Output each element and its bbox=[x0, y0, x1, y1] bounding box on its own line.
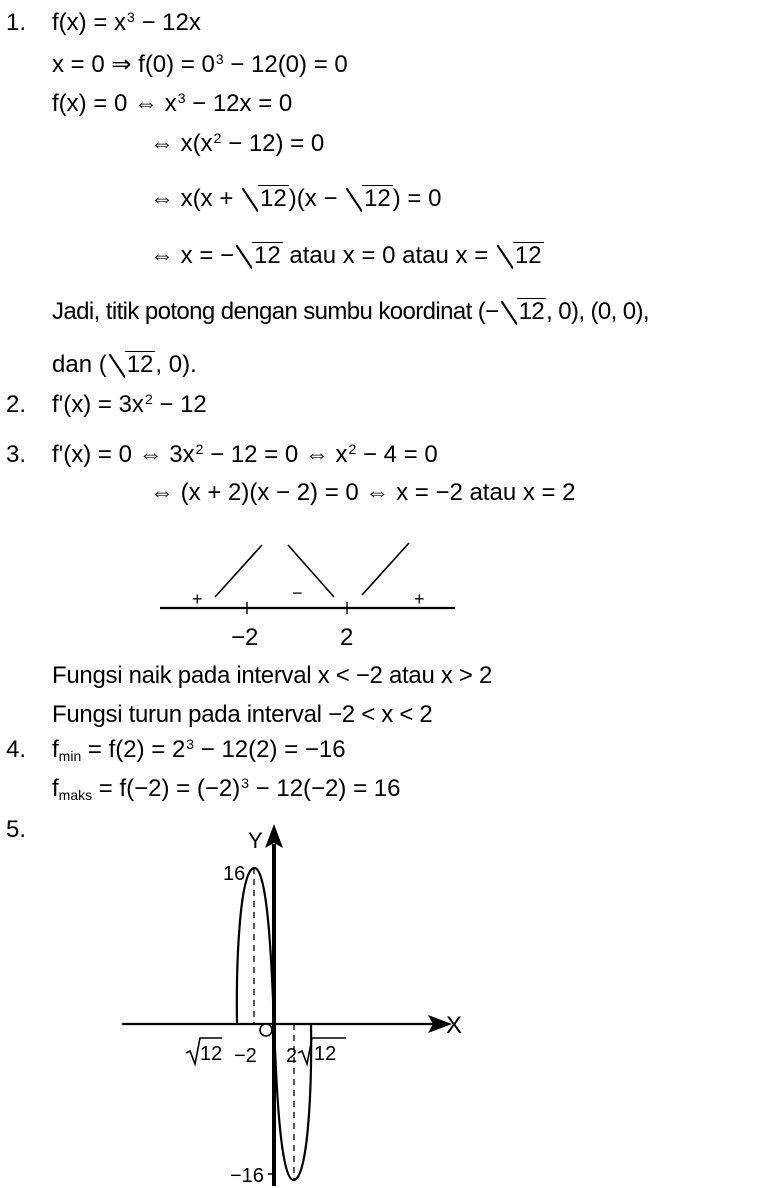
sqrt bbox=[236, 241, 283, 271]
eq-text: − 4 = 0 bbox=[356, 441, 438, 468]
sign-plus-left: + bbox=[192, 589, 203, 609]
increasing-arrow-right bbox=[362, 543, 409, 595]
sqrt bbox=[497, 241, 544, 271]
sqrt bbox=[109, 350, 156, 380]
radicand: 12 bbox=[364, 185, 391, 212]
equation-line-1 bbox=[52, 8, 201, 38]
radicand: 12 bbox=[200, 1043, 223, 1065]
exponent: 2 bbox=[348, 441, 357, 457]
conclusion-line-1 bbox=[52, 297, 649, 327]
x-label-minus-sqrt12 bbox=[186, 1038, 222, 1065]
eq-text: f'(x) = 0 ⇔ 3x bbox=[52, 441, 195, 468]
eq-text: − 12(0) = 0 bbox=[223, 51, 348, 78]
item-number-5: 5. bbox=[6, 816, 27, 843]
radicand: 12 bbox=[514, 242, 542, 269]
item-number-3: 3. bbox=[6, 441, 27, 468]
eq-text: ⇔ x(x + bbox=[150, 185, 241, 212]
radicand: 12 bbox=[260, 185, 287, 212]
x-label-sqrt12 bbox=[298, 1038, 346, 1065]
eq-text: f bbox=[52, 736, 59, 763]
increasing-interval: Fungsi naik pada interval x < −2 atau x > 2 bbox=[52, 662, 493, 689]
origin-marker bbox=[260, 1024, 272, 1036]
radicand: 12 bbox=[314, 1043, 337, 1065]
eq-text: − 12 bbox=[152, 391, 207, 418]
radicand: 12 bbox=[518, 298, 545, 325]
eq-text: , 0), (0, 0), bbox=[546, 298, 649, 325]
eq-text: dan ( bbox=[52, 351, 107, 378]
stationary-line-1 bbox=[52, 440, 438, 470]
increasing-arrow-left bbox=[215, 545, 262, 597]
sign-minus: − bbox=[292, 583, 303, 603]
y-label-minus-16: −16 bbox=[230, 1165, 264, 1187]
eq-text: )(x − bbox=[288, 185, 345, 212]
eq-text: = f(−2) = (−2) bbox=[92, 775, 241, 802]
tick-label-minus-2: −2 bbox=[231, 624, 259, 651]
item-number-2: 2. bbox=[6, 391, 27, 418]
eq-text: − 12x bbox=[134, 9, 201, 36]
sign-diagram bbox=[150, 535, 470, 655]
sign-plus-right: + bbox=[414, 589, 425, 609]
radicand: 12 bbox=[126, 351, 154, 378]
subscript: maks bbox=[58, 787, 93, 803]
eq-text: ⇔ x = − bbox=[150, 242, 235, 269]
decreasing-interval: Fungsi turun pada interval −2 < x < 2 bbox=[52, 701, 433, 728]
x-label-2: 2 bbox=[286, 1045, 298, 1067]
x-label-minus-2: −2 bbox=[234, 1045, 257, 1067]
exponent: 3 bbox=[215, 51, 224, 67]
eq-text: ⇔ x(x bbox=[150, 130, 213, 157]
exponent: 2 bbox=[144, 391, 153, 407]
eq-text: − 12) = 0 bbox=[221, 130, 325, 157]
function-graph bbox=[110, 820, 480, 1188]
equation-line-4 bbox=[150, 129, 324, 159]
exponent: 2 bbox=[195, 441, 204, 457]
eq-text: atau x = 0 atau x = bbox=[282, 242, 495, 269]
eq-text: = f(2) = 2 bbox=[81, 736, 186, 763]
equation-line-3 bbox=[52, 89, 292, 119]
maximum-line bbox=[52, 774, 400, 804]
sqrt bbox=[346, 184, 393, 214]
eq-text: x = 0 ⇒ f(0) = 0 bbox=[52, 51, 215, 78]
exponent: 3 bbox=[177, 90, 186, 106]
eq-text: ) = 0 bbox=[392, 185, 442, 212]
derivative-line bbox=[52, 390, 207, 420]
eq-text: − 12 = 0 ⇔ x bbox=[203, 441, 348, 468]
sqrt bbox=[242, 184, 289, 214]
eq-text: f'(x) = 3x bbox=[52, 391, 144, 418]
eq-text: , 0). bbox=[155, 351, 197, 378]
eq-text: − 12(−2) = 16 bbox=[249, 775, 401, 802]
sqrt bbox=[501, 297, 547, 327]
tick-label-2: 2 bbox=[340, 624, 354, 651]
exponent: 3 bbox=[127, 9, 135, 25]
conclusion-line-2 bbox=[52, 350, 197, 380]
equation-line-5 bbox=[150, 184, 441, 214]
eq-text: f(x) = 0 ⇔ x bbox=[52, 90, 177, 117]
subscript: min bbox=[58, 748, 82, 764]
item-number-4: 4. bbox=[6, 736, 27, 763]
minimum-line bbox=[52, 735, 346, 765]
stationary-line-2: ⇔ (x + 2)(x − 2) = 0 ⇔ x = −2 atau x = 2 bbox=[150, 479, 576, 506]
radicand: 12 bbox=[254, 242, 281, 269]
eq-text: − 12(2) = −16 bbox=[194, 736, 346, 763]
y-label-16: 16 bbox=[223, 863, 246, 885]
exponent: 3 bbox=[241, 775, 249, 791]
eq-text: − 12x = 0 bbox=[185, 90, 293, 117]
exponent: 3 bbox=[186, 736, 195, 752]
equation-line-6 bbox=[150, 241, 544, 271]
y-axis-label: Y bbox=[248, 828, 263, 853]
equation-line-2 bbox=[52, 50, 348, 80]
exponent: 2 bbox=[213, 130, 222, 146]
item-number-1: 1. bbox=[6, 9, 27, 36]
x-axis-label: X bbox=[446, 1012, 463, 1039]
eq-text: Jadi, titik potong dengan sumbu koordinat (− bbox=[52, 298, 499, 325]
eq-text: f(x) = x bbox=[52, 9, 127, 36]
eq-text: f bbox=[52, 775, 59, 802]
